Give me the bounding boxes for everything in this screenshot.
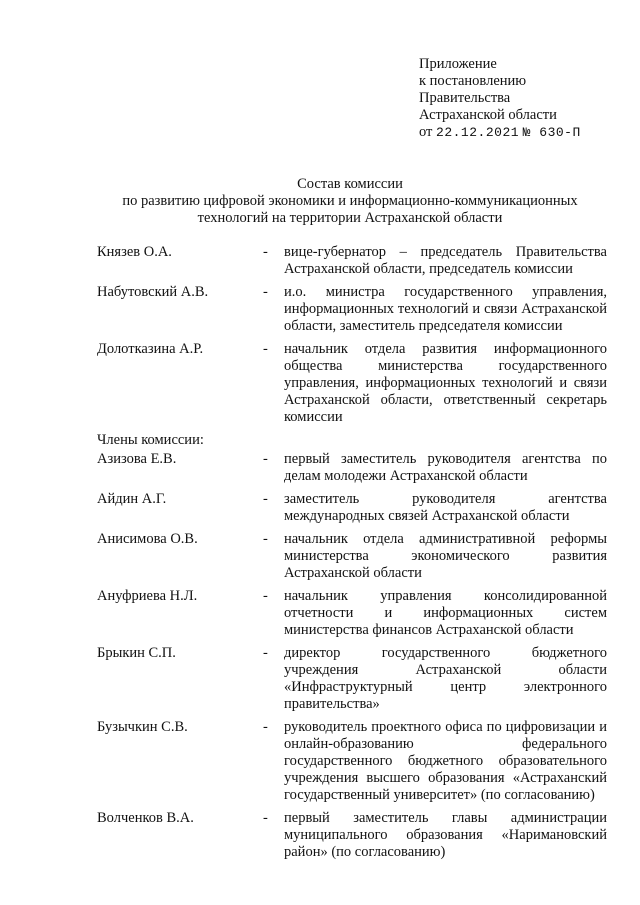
member-role: заместитель руководителя агентства международных связей Астраханской области <box>284 491 607 524</box>
member-row <box>97 645 607 713</box>
commission-list <box>97 244 607 867</box>
title-line: технологий на территории Астраханской области <box>197 210 503 226</box>
separator-dash: - <box>263 491 268 507</box>
member-name: Долотказина А.Р. <box>97 341 204 357</box>
document-title <box>60 176 640 227</box>
member-role: начальник отдела административной реформы министерства экономического развития Астраханской области <box>284 531 607 581</box>
member-role: первый заместитель руководителя агентства по делам молодежи Астраханской области <box>284 451 607 484</box>
member-role: первый заместитель главы администрации муниципального образования «Наримановский район» (по согласованию) <box>284 810 607 860</box>
member-row <box>97 810 607 861</box>
date-prefix: от <box>419 124 433 140</box>
member-name: Ануфриева Н.Л. <box>97 588 198 604</box>
decree-number: № 630-П <box>522 125 581 140</box>
separator-dash: - <box>263 451 268 467</box>
date-value: 22.12.2021 <box>436 125 520 140</box>
member-name: Бузычкин С.В. <box>97 719 188 735</box>
member-role: вице-губернатор – председатель Правительства Астраханской области, председатель комиссии <box>284 244 607 277</box>
member-row <box>97 244 607 278</box>
members-list <box>97 451 607 861</box>
member-name: Брыкин С.П. <box>97 645 176 661</box>
member-role: начальник управления консолидированной отчетности и информационных систем министерства финансов Астраханской области <box>284 588 607 638</box>
annex-line: Астраханской области <box>419 107 557 123</box>
member-name: Набутовский А.В. <box>97 284 209 300</box>
member-row <box>97 719 607 804</box>
annex-date-line <box>419 124 629 141</box>
separator-dash: - <box>263 244 268 260</box>
title-line: по развитию цифровой экономики и информационно-коммуникационных <box>122 193 578 209</box>
member-row <box>97 451 607 485</box>
annex-line: к постановлению <box>419 73 527 89</box>
member-name: Анисимова О.В. <box>97 531 198 547</box>
annex-block <box>419 56 629 141</box>
member-name: Волченков В.А. <box>97 810 194 826</box>
member-row <box>97 531 607 582</box>
separator-dash: - <box>263 810 268 826</box>
member-role: начальник отдела развития информационного общества министерства государственного управления, информационных технологий и связи Астраханской области, ответственный секретарь комиссии <box>284 341 607 425</box>
member-role: и.о. министра государственного управления, информационных технологий и связи Астраханской области, заместитель председателя комиссии <box>284 284 607 334</box>
member-role: директор государственного бюджетного учреждения Астраханской области «Инфраструктурный центр электронного правительства» <box>284 645 607 712</box>
member-row <box>97 588 607 639</box>
member-name: Князев О.А. <box>97 244 172 260</box>
member-row <box>97 284 607 335</box>
members-heading: Члены комиссии: <box>97 432 204 448</box>
separator-dash: - <box>263 645 268 661</box>
member-row <box>97 341 607 426</box>
separator-dash: - <box>263 531 268 547</box>
member-name: Айдин А.Г. <box>97 491 167 507</box>
separator-dash: - <box>263 588 268 604</box>
separator-dash: - <box>263 719 268 735</box>
annex-line: Приложение <box>419 56 497 72</box>
separator-dash: - <box>263 284 268 300</box>
annex-line: Правительства <box>419 90 511 106</box>
separator-dash: - <box>263 341 268 357</box>
leaders-list <box>97 244 607 426</box>
member-name: Азизова Е.В. <box>97 451 177 467</box>
title-line: Состав комиссии <box>297 176 403 192</box>
member-row <box>97 491 607 525</box>
member-role: руководитель проектного офиса по цифровизации и онлайн-образованию федерального государственного бюджетного образовательного учреждения высшего образования «Астраханский государственный университет» (по согласованию) <box>284 719 607 803</box>
